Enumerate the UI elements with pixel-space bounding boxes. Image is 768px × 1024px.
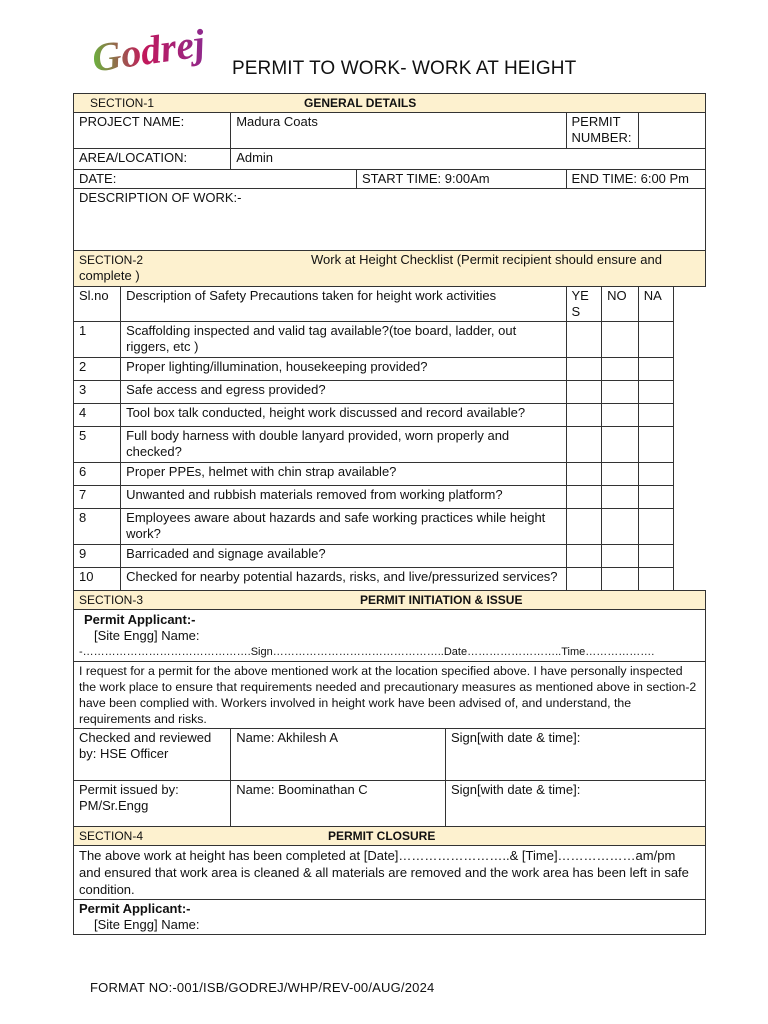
checklist-body [74, 322, 706, 591]
checklist-row [74, 486, 706, 509]
checklist-na-cell[interactable] [638, 381, 674, 404]
checklist-yes-cell[interactable] [566, 463, 602, 486]
checklist-yes-cell[interactable] [566, 381, 602, 404]
description-of-work[interactable]: DESCRIPTION OF WORK:- [74, 189, 706, 251]
date-row [74, 170, 706, 189]
checklist-item-number: 8 [74, 509, 121, 545]
checklist-no-cell[interactable] [602, 381, 639, 404]
checklist-no-cell[interactable] [602, 427, 639, 463]
checklist-row [74, 381, 706, 404]
checklist-no-cell[interactable] [602, 509, 639, 545]
checklist-row [74, 404, 706, 427]
checklist-item-number: 5 [74, 427, 121, 463]
checklist-na-cell[interactable] [638, 358, 674, 381]
checklist-row [74, 427, 706, 463]
issued-row [74, 781, 706, 827]
permit-number-label: PERMIT NUMBER: [566, 113, 638, 149]
section2-header-row [74, 251, 706, 287]
checklist-item-text: Employees aware about hazards and safe working practices while height work? [121, 509, 566, 545]
checklist-yes-cell[interactable] [566, 545, 602, 568]
checklist-item-text: Safe access and egress provided? [121, 381, 566, 404]
checked-row [74, 729, 706, 781]
declaration-row [74, 662, 706, 729]
checklist-no-cell[interactable] [602, 545, 639, 568]
checklist-item-number: 3 [74, 381, 121, 404]
checklist-yes-cell[interactable] [566, 568, 602, 591]
date-label[interactable]: DATE: [74, 170, 357, 189]
project-row [74, 113, 706, 149]
checklist-item-text: Checked for nearby potential hazards, risks, and live/pressurized services? [121, 568, 566, 591]
checklist-na-cell[interactable] [638, 463, 674, 486]
checklist-yes-cell[interactable] [566, 358, 602, 381]
checklist-row [74, 463, 706, 486]
permit-number-value[interactable] [638, 113, 705, 149]
start-time[interactable]: START TIME: 9:00Am [356, 170, 566, 189]
checklist-no-cell[interactable] [602, 486, 639, 509]
checklist-item-text: Full body harness with double lanyard provided, worn properly and checked? [121, 427, 566, 463]
checked-by-label: Checked and reviewed by: HSE Officer [74, 729, 231, 781]
checklist-no-cell[interactable] [602, 404, 639, 427]
project-name-value[interactable]: Madura Coats [231, 113, 566, 149]
checklist-item-number: 7 [74, 486, 121, 509]
issued-by-sign[interactable]: Sign[with date & time]: [446, 781, 706, 827]
section2-heading: Work at Height Checklist [311, 252, 454, 267]
checked-by-name[interactable]: Name: Akhilesh A [231, 729, 446, 781]
checklist-item-number: 1 [74, 322, 121, 358]
checklist-row [74, 545, 706, 568]
section2-heading-note: (Permit recipient should ensure and complete ) [79, 252, 662, 283]
permit-form-table [73, 93, 706, 935]
checklist-na-cell[interactable] [638, 322, 674, 358]
section3-label: SECTION-3 [79, 593, 144, 607]
checklist-no-cell[interactable] [602, 568, 639, 591]
godrej-logo [88, 22, 213, 85]
checklist-item-number: 10 [74, 568, 121, 591]
col-na: NA [638, 287, 674, 322]
issued-by-label: Permit issued by: PM/Sr.Engg [74, 781, 231, 827]
col-description: Description of Safety Precautions taken for height work activities [121, 287, 566, 322]
section4-header-row [74, 827, 706, 846]
applicant-row [74, 610, 706, 662]
checklist-item-text: Proper PPEs, helmet with chin strap available? [121, 463, 566, 486]
col-yes: YES [566, 287, 602, 322]
section3-header-row [74, 591, 706, 610]
checked-by-sign[interactable]: Sign[with date & time]: [446, 729, 706, 781]
checklist-row [74, 358, 706, 381]
checklist-row [74, 509, 706, 545]
checklist-yes-cell[interactable] [566, 486, 602, 509]
end-time[interactable]: END TIME: 6:00 Pm [566, 170, 706, 189]
checklist-item-number: 9 [74, 545, 121, 568]
checklist-item-number: 6 [74, 463, 121, 486]
checklist-no-cell[interactable] [602, 463, 639, 486]
checklist-item-text: Unwanted and rubbish materials removed from working platform? [121, 486, 566, 509]
checklist-item-text: Tool box talk conducted, height work discussed and record available? [121, 404, 566, 427]
col-slno: Sl.no [74, 287, 121, 322]
checklist-na-cell[interactable] [638, 568, 674, 591]
godrej-logo-mark [88, 22, 213, 80]
logo-text: Godrej [89, 22, 208, 80]
section1-label: SECTION-1 [90, 96, 155, 110]
declaration-text: I request for a permit for the above mentioned work at the location specified above. I have personally inspected the work place to ensure that requirements needed and precautionary measures as mentioned above in section-2 have been complied with. Workers involved in height work have been advised of, and understand, the requirements and risks. [74, 662, 706, 729]
closure-applicant-row [74, 900, 706, 935]
checklist-na-cell[interactable] [638, 486, 674, 509]
checklist-item-text: Barricaded and signage available? [121, 545, 566, 568]
checklist-yes-cell[interactable] [566, 427, 602, 463]
checklist-na-cell[interactable] [638, 545, 674, 568]
checklist-item-text: Scaffolding inspected and valid tag available?(toe board, ladder, out riggers, etc ) [121, 322, 566, 358]
checklist-na-cell[interactable] [638, 404, 674, 427]
section4-site-engg-label[interactable]: [Site Engg] Name: [94, 917, 200, 932]
section1-heading: GENERAL DETAILS [304, 96, 417, 110]
area-label: AREA/LOCATION: [74, 149, 231, 170]
section4-applicant-label: Permit Applicant:- [79, 901, 191, 916]
checklist-na-cell[interactable] [638, 427, 674, 463]
checklist-na-cell[interactable] [638, 509, 674, 545]
checklist-row [74, 568, 706, 591]
project-name-label: PROJECT NAME: [74, 113, 231, 149]
checklist-header-row [74, 287, 706, 322]
checklist-row [74, 322, 706, 358]
closure-row [74, 846, 706, 900]
checklist-yes-cell[interactable] [566, 322, 602, 358]
section4-label: SECTION-4 [79, 829, 144, 843]
area-value[interactable]: Admin [231, 149, 706, 170]
section3-applicant-label: Permit Applicant:- [84, 612, 196, 627]
section1-header-row [74, 94, 706, 113]
closure-text[interactable]: The above work at height has been completed at [Date]……………………..& [Time]………………am/pm and ensured that work area is cleaned & all materials are removed and the work area has been left in safe condition. [74, 846, 706, 900]
section3-heading: PERMIT INITIATION & ISSUE [360, 593, 523, 607]
checklist-yes-cell[interactable] [566, 509, 602, 545]
checklist-no-cell[interactable] [602, 358, 639, 381]
section2-label: SECTION-2 [79, 253, 144, 267]
section4-heading: PERMIT CLOSURE [328, 829, 436, 843]
area-row [74, 149, 706, 170]
format-number: FORMAT NO:-001/ISB/GODREJ/WHP/REV-00/AUG/2024 [90, 980, 435, 995]
checklist-yes-cell[interactable] [566, 404, 602, 427]
section3-sign-line[interactable]: -……………………………………….Sign………………………………………..Date……………………..Time………………. [79, 646, 655, 658]
section3-site-engg-label: [Site Engg] Name: [94, 628, 200, 643]
checklist-item-number: 2 [74, 358, 121, 381]
checklist-item-text: Proper lighting/illumination, housekeeping provided? [121, 358, 566, 381]
checklist-no-cell[interactable] [602, 322, 639, 358]
issued-by-name[interactable]: Name: Boominathan C [231, 781, 446, 827]
page-title: PERMIT TO WORK- WORK AT HEIGHT [232, 58, 577, 79]
checklist-item-number: 4 [74, 404, 121, 427]
description-row [74, 189, 706, 251]
col-no: NO [602, 287, 639, 322]
